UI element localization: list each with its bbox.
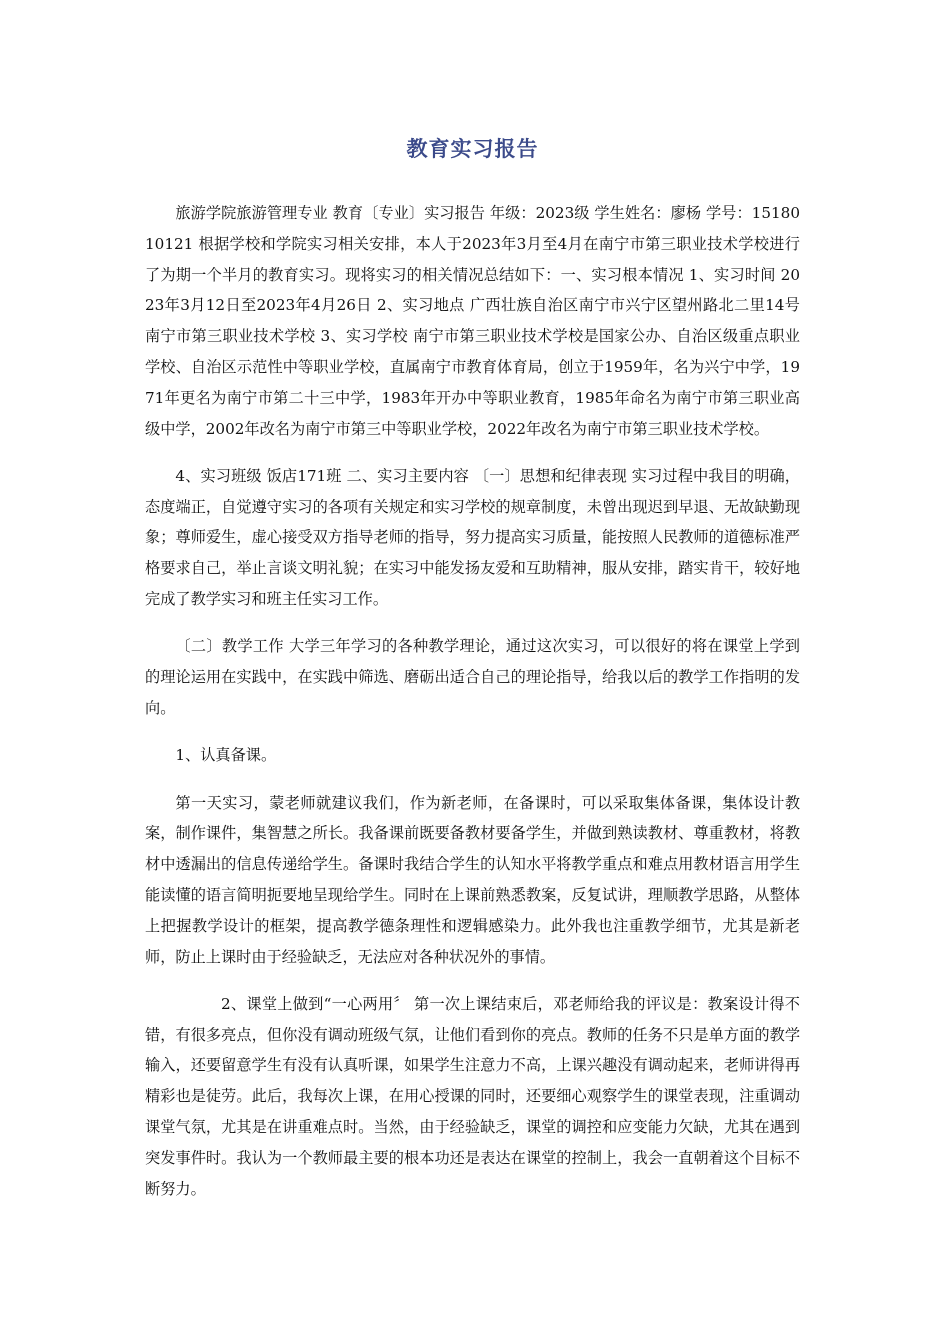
paragraph-lesson-preparation: 第一天实习，蒙老师就建议我们，作为新老师，在备课时，可以采取集体备课，集体设计教案，制作课件，集智慧之所长。我备课前既要备教材要备学生，并做到熟读教材、尊重教材，将教材中透漏出的信息传递给学生。备课时我结合学生的认知水平将教学重点和难点用教材语言用学生能读懂的语言简明扼要地呈现给学生。同时在上课前熟悉教案，反复试讲，理顺教学思路，从整体上把握教学设计的框架，提高教学德条理性和逻辑感染力。此外我也注重教学细节，尤其是新老师，防止上课时由于经验缺乏，无法应对各种状况外的事情。 [145, 793, 800, 966]
paragraph-basic-info: 旅游学院旅游管理专业 教育〔专业〕实习报告 年级：2023级 学生姓名：廖杨 学号：1518010121 根据学校和学院实习相关安排，本人于2023年3月至4月在南宁市第三职业技术学校进行了为期一个半月的教育实习。现将实习的相关情况总结如下：一、实习根本情况 1、实习时间 2023年3月12日至2023年4月26日 2、实习地点 广西壮族自治区南宁市兴宁区望州路北二里14号南宁市第三职业技术学校 3、实习学校 南宁市第三职业技术学校是国家公办、自治区级重点职业学校、自治区示范性中等职业学校，直属南宁市教育体育局，创立于1959年，名为兴宁中学，1971年更名为南宁市第二十三中学，1983年开办中等职业教育，1985年命名为南宁市第三职业高级中学，2002年改名为南宁市第三中等职业学校，2022年改名为南宁市第三职业技术学校。 [145, 204, 800, 438]
paragraph-prepare-lessons-heading: 1、认真备课。 [175, 746, 277, 765]
paragraph-class-and-conduct: 4、实习班级 饭店171班 二、实习主要内容 〔一〕思想和纪律表现 实习过程中我目的明确，态度端正，自觉遵守实习的各项有关规定和实习学校的规章制度，未曾出现迟到早退、无故缺勤现象；尊师爱生，虚心接受双方指导老师的指导，努力提高实习质量，能按照人民教师的道德标准严格要求自己，举止言谈文明礼貌；在实习中能发扬友爱和互助精神，服从安排，踏实肯干，较好地完成了教学实习和班主任实习工作。 [145, 466, 800, 609]
document-title: 教育实习报告 [406, 137, 539, 161]
paragraph-teaching-work: 〔二〕教学工作 大学三年学习的各种教学理论，通过这次实习，可以很好的将在课堂上学到的理论运用在实践中，在实践中筛选、磨砺出适合自己的理论指导，给我以后的教学工作指明的发向。 [145, 637, 800, 717]
paragraph-classroom-focus: 2、课堂上做到“一心两用〞 第一次上课结束后，邓老师给我的评议是：教案设计得不错，有很多亮点，但你没有调动班级气氛，让他们看到你的亮点。教师的任务不只是单方面的教学输入，还要留意学生有没有认真听课，如果学生注意力不高，上课兴趣没有调动起来，老师讲得再精彩也是徒劳。此后，我每次上课，在用心授课的同时，还要细心观察学生的课堂表现，注重调动课堂气氛，尤其是在讲重难点时。当然，由于经验缺乏，课堂的调控和应变能力欠缺，尤其在遇到突发事件时。我认为一个教师最主要的根本功还是表达在课堂的控制上，我会一直朝着这个目标不断努力。 [145, 994, 800, 1198]
